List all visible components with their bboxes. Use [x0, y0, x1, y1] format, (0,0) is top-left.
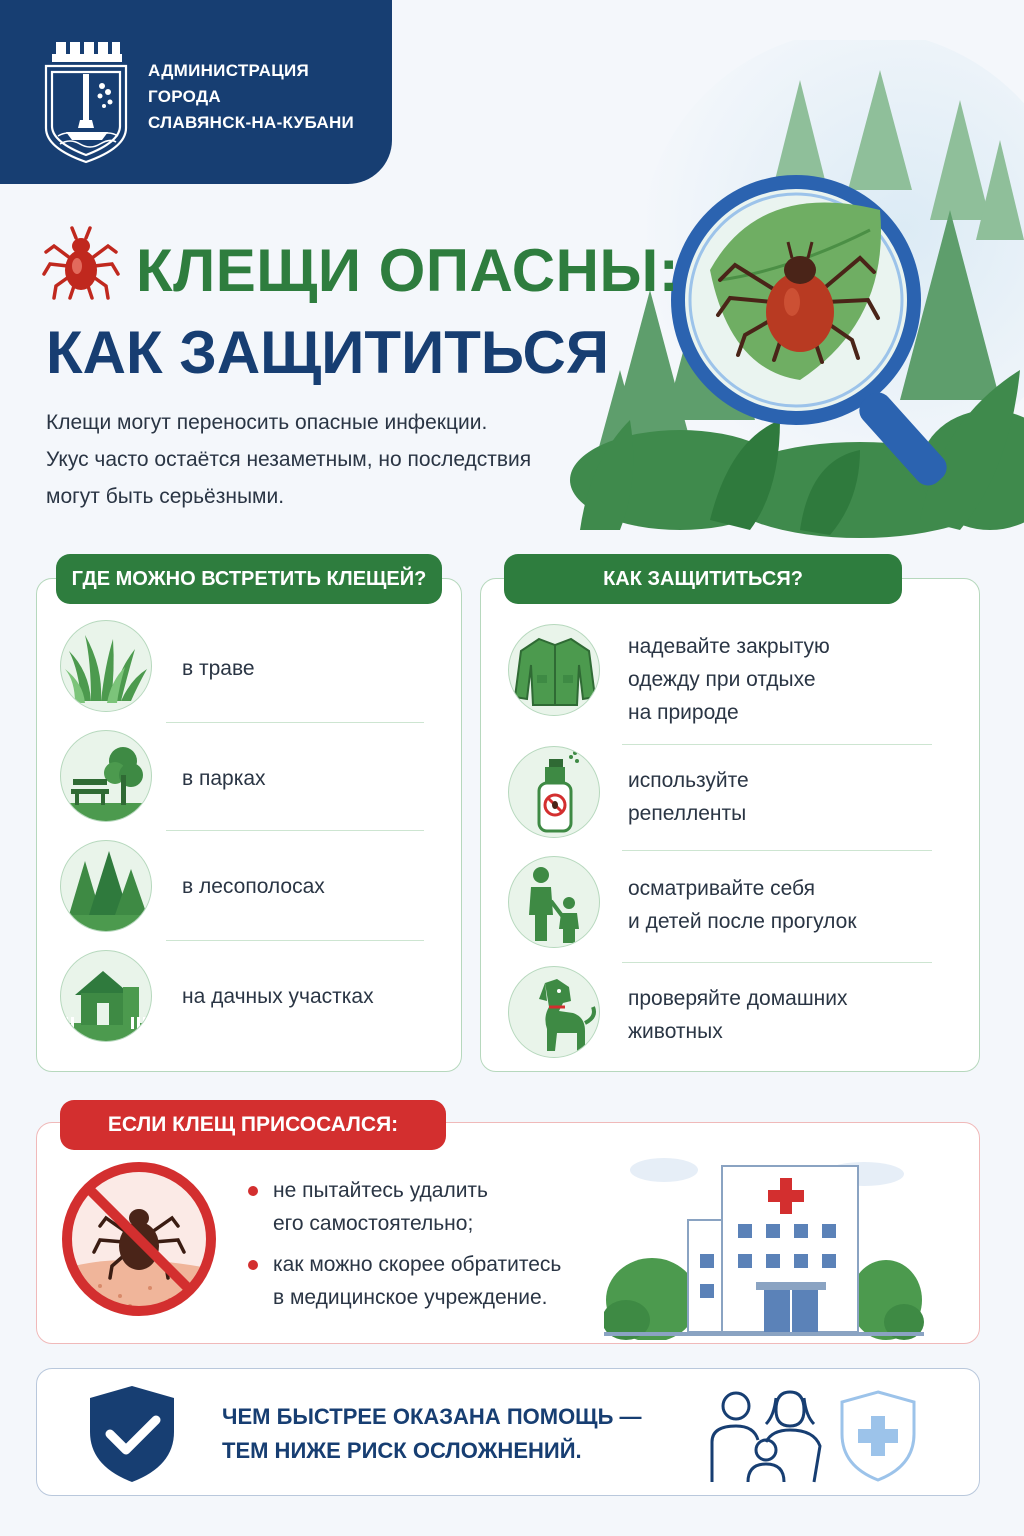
alert-line: его самостоятельно;	[273, 1212, 474, 1235]
how-item-line: проверяйте домашних	[628, 987, 848, 1010]
divider	[166, 940, 424, 941]
intro-line: могут быть серьёзными.	[46, 485, 285, 508]
park-icon	[60, 730, 152, 822]
footer-line: ЧЕМ БЫСТРЕЕ ОКАЗАНА ПОМОЩЬ —	[222, 1404, 642, 1429]
divider	[166, 830, 424, 831]
footer-line: ТЕМ НИЖЕ РИСК ОСЛОЖНЕНИЙ.	[222, 1438, 582, 1463]
medical-shield-icon	[836, 1388, 920, 1484]
how-item-line: животных	[628, 1020, 723, 1043]
alert-line: в медицинское учреждение.	[273, 1286, 548, 1309]
shield-check-icon	[82, 1382, 182, 1486]
how-item-line: репелленты	[628, 802, 747, 825]
hospital-icon	[604, 1150, 924, 1340]
attached-tick-heading: ЕСЛИ КЛЕЩ ПРИСОСАЛСЯ:	[60, 1100, 446, 1150]
where-item-dachas: на дачных участках	[182, 985, 374, 1008]
divider	[622, 962, 932, 963]
how-item-repellents	[628, 764, 749, 830]
how-item-line: одежду при отдыхе	[628, 668, 816, 691]
how-item-clothing	[628, 630, 830, 729]
where-item-parks: в парках	[182, 767, 266, 790]
alert-bullet-text	[273, 1174, 488, 1240]
org-line: ГОРОДА	[148, 87, 221, 106]
grass-icon	[60, 620, 152, 712]
how-item-line: на природе	[628, 701, 739, 724]
how-item-inspect	[628, 872, 857, 938]
org-line: СЛАВЯНСК-НА-КУБАНИ	[148, 113, 355, 132]
intro-line: Клещи могут переносить опасные инфекции.	[46, 411, 488, 434]
tick-icon	[40, 222, 122, 304]
where-item-grass: в траве	[182, 657, 255, 680]
where-heading: ГДЕ МОЖНО ВСТРЕТИТЬ КЛЕЩЕЙ?	[56, 554, 442, 604]
jacket-icon	[508, 624, 600, 716]
alert-line: как можно скорее обратитесь	[273, 1253, 562, 1276]
parent-child-icon	[508, 856, 600, 948]
intro-line: Укус часто остаётся незаметным, но последствия	[46, 448, 532, 471]
repellent-spray-icon	[508, 746, 600, 838]
no-tick-removal-icon	[60, 1160, 218, 1318]
page-title-line1: КЛЕЩИ ОПАСНЫ:	[136, 237, 680, 304]
how-heading: КАК ЗАЩИТИТЬСЯ?	[504, 554, 902, 604]
footer-message	[222, 1400, 642, 1468]
organization-name	[148, 58, 354, 136]
page-title-line2: КАК ЗАЩИТИТЬСЯ	[46, 319, 609, 386]
how-item-line: используйте	[628, 769, 749, 792]
how-item-pets	[628, 982, 848, 1048]
forest-icon	[60, 840, 152, 932]
dog-icon	[508, 966, 600, 1058]
header-badge	[0, 0, 392, 184]
alert-line: не пытайтесь удалить	[273, 1179, 488, 1202]
bullet-dot	[248, 1260, 258, 1270]
divider	[622, 850, 932, 851]
country-house-icon	[60, 950, 152, 1042]
divider	[622, 744, 932, 745]
family-icon	[704, 1386, 834, 1486]
alert-bullet-text	[273, 1248, 561, 1314]
intro-text	[46, 404, 606, 515]
divider	[166, 722, 424, 723]
coat-of-arms-icon	[38, 36, 134, 166]
how-item-line: осматривайте себя	[628, 877, 815, 900]
org-line: АДМИНИСТРАЦИЯ	[148, 61, 310, 80]
where-item-forest-belts: в лесополосах	[182, 875, 325, 898]
how-item-line: надевайте закрытую	[628, 635, 830, 658]
how-item-line: и детей после прогулок	[628, 910, 857, 933]
bullet-dot	[248, 1186, 258, 1196]
